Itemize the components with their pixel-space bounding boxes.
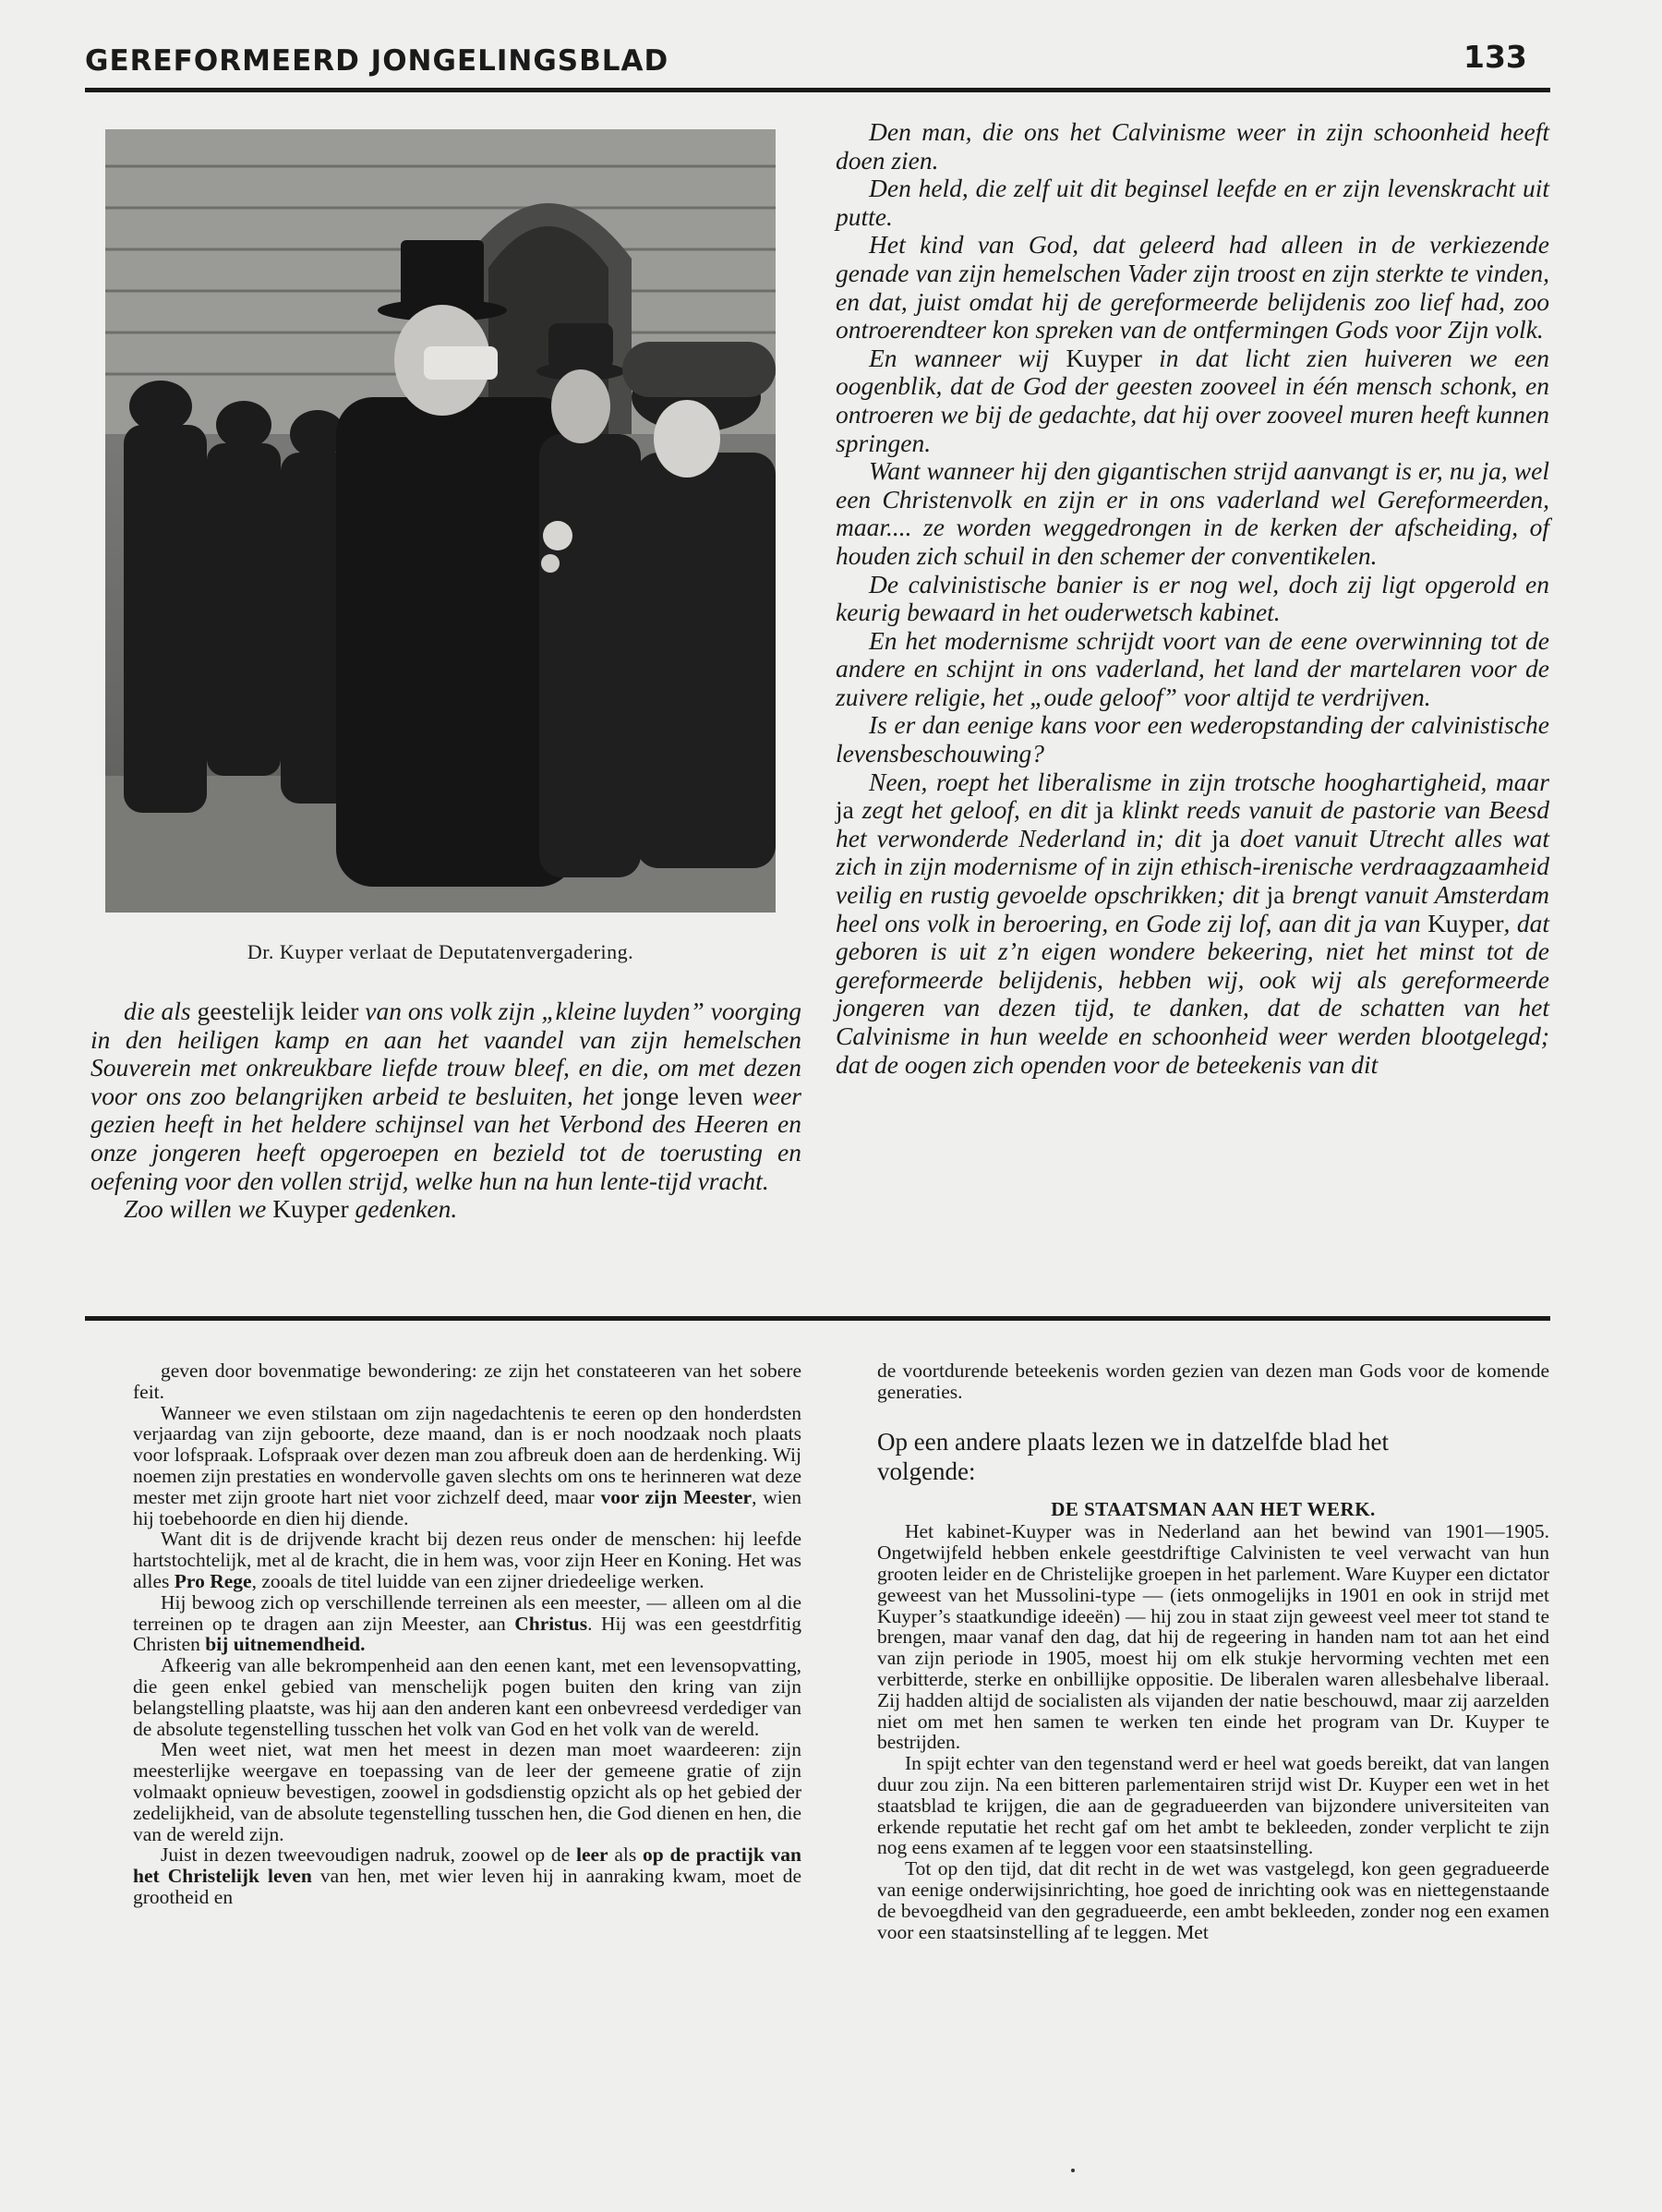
text-run: Wanneer we even stilstaan om zijn nagedachtenis te eeren op den honderdsten verjaardag van zijn geboorte, deze maand, dan is er noch noodzaak noch plaats voor lofspraak. Lofspraak over dezen man zou afbreuk doen aan de herdenking. Wij noemen zijn prestaties en wondervolle gaven slechts om ons te herinneren wat deze mester met zijn groote hart niet voor zichzelf deed, maar [133,1401,801,1508]
text-run: doet vanuit Utrecht alles wat zich in zijn modernisme of in zijn ethisch-irenische verdraagzaamheid veilig en rustig gevoelde opschrikken; dit [836,823,1549,910]
paragraph [133,1844,801,1907]
photo-illustration [105,129,776,913]
paragraph [133,1739,801,1844]
text-run: brengt vanuit Amsterdam heel ons volk in beroering, en Gode zij lof, aan dit ja van [836,880,1549,937]
upper-right-column [836,118,1549,1079]
text-run: als [608,1843,643,1867]
emphasis-text: Christus [514,1612,588,1635]
text-run: Het kind van God, dat geleerd had alleen in de verkiezende genade van zijn hemelschen Vader zijn troost en zijn sterkte te vinden, en dat, juist omdat hij de gereformeerde belijdenis zoo lief had, zoo ontroerendteer kon spreken van de ontfermingen Gods voor Zijn volk. [836,230,1549,344]
paragraph [133,1655,801,1739]
emphasis-text: op de practijk van het Christelijk leven [133,1843,802,1888]
emphasis-text: jonge leven [622,1081,743,1110]
text-run: De calvinistische banier is er nog wel, doch zij ligt opgerold en keurig bewaard in het ouderwetsch kabinet. [836,569,1549,627]
emphasis-text: voor zijn Meester [600,1485,753,1508]
paragraph [836,571,1549,627]
photo-caption: Dr. Kuyper verlaat de Deputatenvergadering. [247,940,634,963]
emphasis-text: leer [575,1843,608,1867]
text-run: , wien hij toebehoorde en dien hij diende. [133,1485,802,1529]
emphasis-text: ja [1266,880,1285,910]
lower-left-column [133,1360,801,1908]
emphasis-text: ja [836,795,854,825]
text-run: van hen, met wier leven hij in aanraking kwam, moet de grootheid en [133,1865,802,1908]
text-run: . Hij was een geestdrfitig Christen [133,1612,801,1656]
lead-line-1: Op een andere plaats lezen we in datzelfde blad het [877,1427,1389,1456]
paragraph [836,231,1549,344]
text-run: zegt het geloof, en dit [853,795,1096,825]
paragraph [133,1592,801,1655]
emphasis-text: Kuyper [1066,343,1142,372]
paragraph: In spijt echter van den tegenstand werd er heel wat goeds bereikt, dat van langen duur zou zijn. Na een bitteren parlementairen strijd wist Dr. Kuyper een wet in het staatsblad te krijgen, die aan de gegradueerden van bijzondere universiteiten van erkende reputatie het recht gaf om het ambt te bekleeden, zonder verplicht te zijn nog eens examen af te leggen voor een staatsinstelling. [877,1752,1549,1859]
upper-left-column [90,997,801,1224]
text-run: , zooals de titel luidde van een zijner driedeelige werken. [251,1569,705,1592]
paragraph [90,1195,801,1224]
text-run: Men weet niet, wat men het meest in dezen man moet waardeeren: zijn meesterlijke weergave en toepassing van de leer der gemeene gratie of zijn volmaakt opnieuw bevestigen, zoowel in godsdienstig opzicht als op het gebied der zedelijkheid, van de absolute tegenstelling tusschen hen, die God dienen en hen, die van de wereld zijn. [133,1738,801,1845]
emphasis-text: ja [1211,823,1230,852]
emphasis-text: bij uitnemendheid. [205,1633,366,1656]
paragraph [836,118,1549,175]
lower-right-column [877,1360,1549,1942]
lead-line-2: volgende: [877,1457,976,1485]
photograph-kuyper [105,129,776,913]
text-run: Den man, die ons het Calvinisme weer in zijn schoonheid heeft doen zien. [836,117,1549,175]
paragraph [836,344,1549,457]
text-run: geven door bovenmatige bewondering: ze zijn het constateeren van het sobere feit. [133,1360,801,1403]
paragraph [836,457,1549,570]
text-run: Is er dan eenige kans voor een wederopstanding der calvinistische levensbeschouwing? [836,710,1549,768]
text-run: die als [124,997,198,1025]
emphasis-text: Kuyper [1427,908,1504,937]
lead-sentence [877,1427,1549,1486]
page-number: 133 [1463,39,1527,75]
header-rule [85,88,1550,92]
text-run: En wanneer wij [869,343,1066,372]
text-run: weer gezien heeft in het heldere schijnsel van het Verbond des Heeren en onze jongeren heeft opgeroepen en bezield tot de toerusting en oefening voor den vollen strijd, welke hun na hun lente-tijd vracht. [90,1081,801,1195]
paragraph [133,1403,801,1529]
text-run: Afkeerig van alle bekrompenheid aan den eenen kant, met een levensopvatting, die geen enkel gebied van menschelijk pogen buiten den kring van zijn belangstelling plaatste, was hij aan den anderen kant een onbevreesd verdediger van de absolute tegenstelling tusschen het volk van God en het volk van de wereld. [133,1654,801,1740]
publication-title: GEREFORMEERD JONGELINGSBLAD [85,44,669,78]
text-run: En het modernisme schrijdt voort van de eene overwinning tot de andere en schijnt in ons vaderland, het land der martelaren voor de zuivere religie, het „oude geloof” voor altijd te verdrijven. [836,625,1549,711]
paragraph [133,1529,801,1591]
paragraph [836,627,1549,712]
text-run: gedenken. [348,1194,458,1224]
text-run: van ons volk zijn „kleine luyden” voorging in den heiligen kamp en aan het vaandel van zijn hemelschen Souverein met onkreukbare liefde trouw bleef, en die, om met dezen voor ons zoo belangrijken arbeid te besluiten, het [90,997,801,1110]
text-run: klinkt reeds vanuit de pastorie van Beesd het verwonderde Nederland in; dit [836,795,1550,852]
paragraph: Tot op den tijd, dat dit recht in de wet was vastgelegd, kon geen gegradueerde van eenige onderwijsinrichting, hoe goed de inrichting ook was en niettegenstaande de bevoegdheid van den gegradueerde, een ambt bekleeden, zonder nog een examen voor een staatsinstelling af te leggen. Met [877,1857,1549,1943]
text-run: Want wanneer hij den gigantischen strijd aanvangt is er, nu ja, wel een Christenvolk en zijn er in ons vaderland wel Gereformeerden, maar.... ze worden weggedrongen in de kerken der afscheiding, of houden zich schuil in den schemer der conventikelen. [836,456,1549,570]
paragraph [836,711,1549,768]
text-run: Den held, die zelf uit dit beginsel leefde en er zijn levenskracht uit putte. [836,174,1549,231]
paragraph: Het kabinet-Kuyper was in Nederland aan het bewind van 1901—1905. Ongetwijfeld hebben enkele geestdriftige Calvinisten te veel verwacht van hun grooten leider en de Christelijke groepen in het parlement. Ware Kuyper een dictator geweest van het Mussolini-type — (iets onmogelijks in 1901 en ook in strijd met Kuyper’s staatkundige ideeën) — hij zou in staat zijn geweest veel meer tot stand te brengen, maar vanaf den dag, dat hij de regeering in handen nam tot aan het eind van zijn periode in 1905, moest hij om elk stukje hervorming vechten met een verbitterde, sterke en onbillijke oppositie. De liberalen waren allesbehalve liberaal. Zij hadden altijd de socialisten als vijanden der natie beschouwd, maar zij aarzelden niet om met hen samen te werken ten einde het program van Dr. Kuyper te bestrijden. [877,1520,1549,1754]
text-run: Juist in dezen tweevoudigen nadruk, zoowel op de [161,1843,576,1867]
text-run: Hij bewoog zich op verschillende terreinen als een meester, — alleen om al die terreinen op te dragen aan zijn Meester, aan [133,1590,801,1635]
emphasis-text: geestelijk leider [197,997,359,1025]
section-rule [85,1316,1550,1321]
text-run: in dat licht zien huiveren we een oogenblik, dat de God der geesten zooveel in één mensch schonk, en ontroeren we bij de gedachte, dat hij over zooveel muren heeft kunnen springen. [836,343,1549,457]
ink-speck [1071,2169,1075,2172]
text-run: , dat geboren is uit z’n eigen wondere bekeering, niet het minst tot de gereformeerde belijdenis, hebben wij, ook wij als gereformeerde jongeren van dezen tijd, te danken, dat de schatten van het Calvinisme in hun weelde en schoonheid weer werden blootgelegd; dat de oogen zich openden voor de beteekenis van dit [836,908,1550,1079]
paragraph [836,768,1549,1080]
text-run: Neen, roept het liberalisme in zijn trotsche hooghartigheid, maar [869,767,1549,796]
emphasis-text: Kuyper [272,1194,349,1224]
text-run: Zoo willen we [124,1194,273,1224]
emphasis-text: ja [1095,795,1114,825]
paragraph [133,1360,801,1403]
paragraph [90,997,801,1195]
paragraph [836,175,1549,231]
lower-right-intro: de voortdurende beteekenis worden gezien van dezen man Gods voor de komende generaties. [877,1360,1549,1403]
text-run: Want dit is de drijvende kracht bij dezen reus onder de menschen: hij leefde hartstochtelijk, met al de kracht, die in hem was, voor zijn Heer en Koning. Het was alles [133,1528,801,1592]
emphasis-text: Pro Rege [174,1569,252,1592]
section-heading: DE STAATSMAN AAN HET WERK. [1051,1497,1376,1520]
